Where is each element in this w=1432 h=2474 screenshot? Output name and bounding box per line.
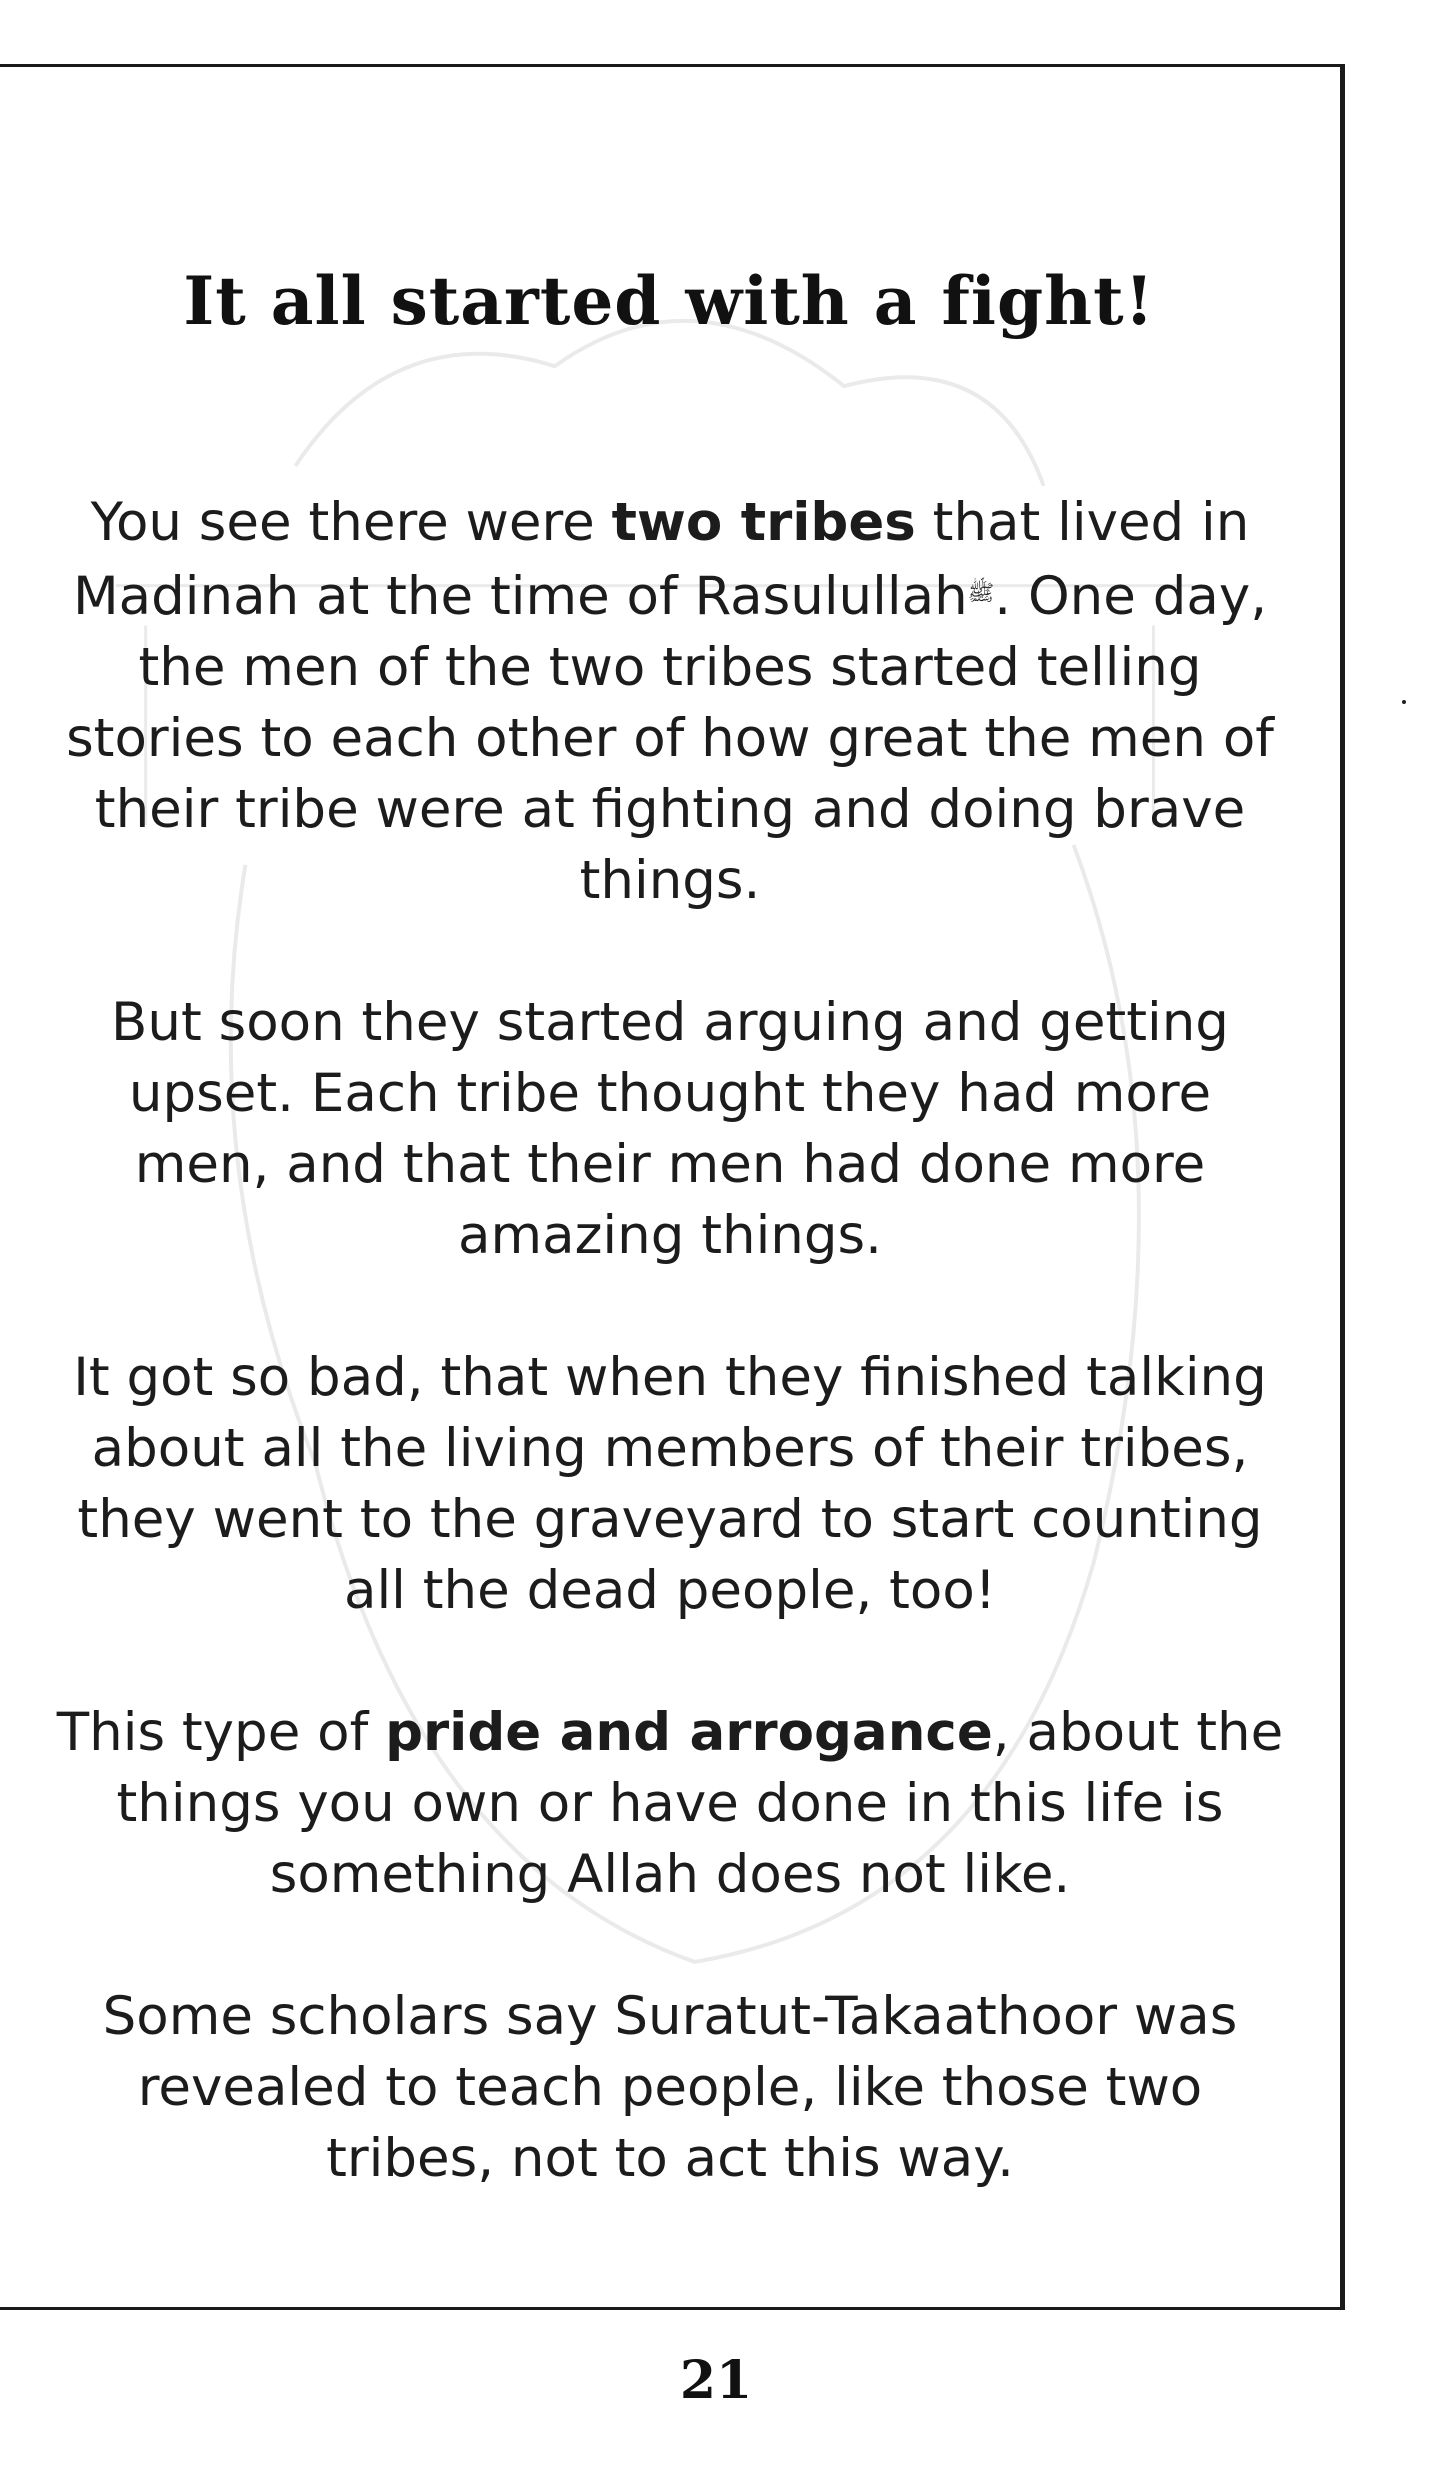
page-border-frame (0, 64, 1345, 2310)
page-number: 21 (679, 2350, 753, 2411)
page-title: It all started with a fight! (183, 262, 1155, 340)
paragraph-5: Some scholars say Suratut-Takaathoor was revealed to teach people, like those two tribes, not to act this way. (102, 1986, 1238, 2189)
bold-two-tribes: two tribes (611, 492, 916, 553)
paragraph-1: You see there were two tribes that lived in Madinah at the time of Rasulullah$^ﷺ$. One day, the men of the two tribes started telling stories to each other of how great the men of their tribe were at fighting and doing brave things. (66, 492, 1274, 911)
bold-pride-and-arrogance: pride and arrogance (385, 1702, 993, 1763)
honorific-glyph: ﷺ (967, 581, 995, 606)
stray-ink-mark (1402, 700, 1406, 704)
story-body (56, 487, 1284, 2265)
paragraph-4: This type of pride and arrogance, about the things you own or have done in this life is something Allah does not like. (56, 1702, 1284, 1905)
paragraph-3: It got so bad, that when they finished talking about all the living members of their tribes, they went to the graveyard to start counting all the dead people, too! (73, 1347, 1267, 1621)
paragraph-2: But soon they started arguing and getting upset. Each tribe thought they had more men, and that their men had done more amazing things. (111, 992, 1229, 1266)
